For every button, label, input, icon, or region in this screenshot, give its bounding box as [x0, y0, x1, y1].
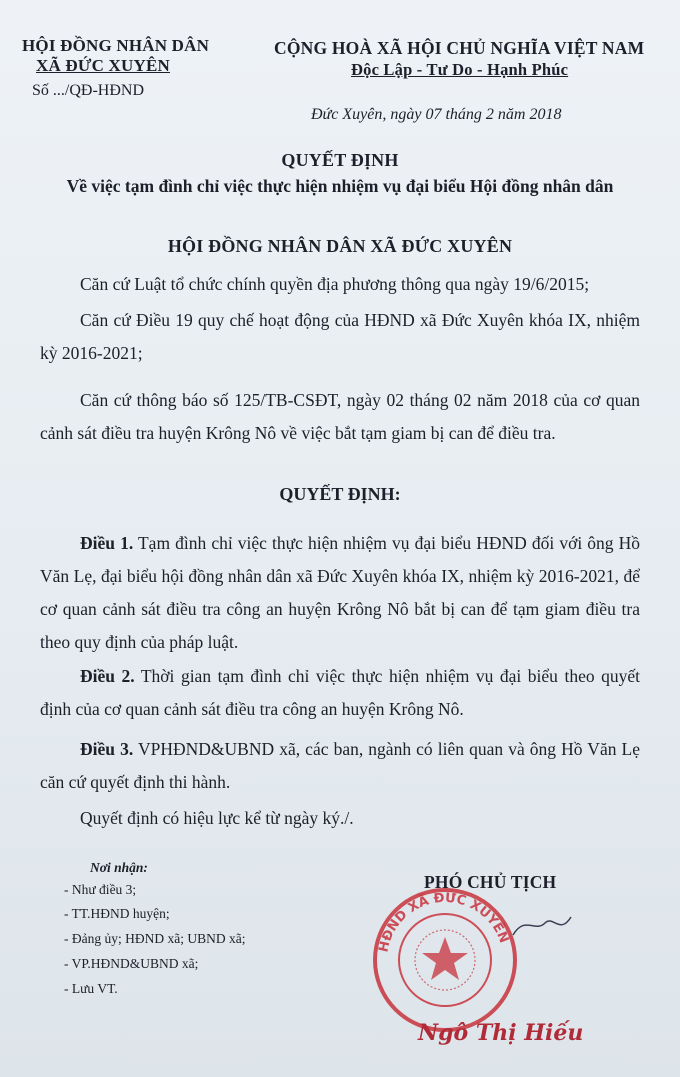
article-2-text: Thời gian tạm đình chỉ việc thực hiện nhiệm vụ đại biểu theo quyết định của cơ quan cảnh sát điều tra công an huyện Krông Nô.	[40, 666, 640, 719]
recipient-item: - Như điều 3;	[64, 882, 137, 897]
doc-number: Số .../QĐ-HĐND	[32, 82, 144, 99]
org-commune: XÃ ĐỨC XUYÊN	[36, 56, 170, 75]
signature-scribble	[505, 905, 575, 945]
article-1-text: Tạm đình chỉ việc thực hiện nhiệm vụ đại biểu HĐND đối với ông Hồ Văn Lẹ, đại biểu hội đồng nhân dân xã Đức Xuyên khóa IX, nhiệm kỳ 2016-2021, để cơ quan cảnh sát điều tra công an huyện Krông Nô bắt bị can để tạm giam điều tra theo quy định của pháp luật.	[40, 533, 641, 652]
article-2	[40, 660, 640, 726]
official-seal	[370, 885, 520, 1035]
basis-2: Căn cứ Điều 19 quy chế hoạt động của HĐND xã Đức Xuyên khóa IX, nhiệm kỳ 2016-2021;	[40, 310, 640, 363]
seal-text: HĐND XÃ ĐỨC XUYÊN	[376, 890, 512, 954]
basis-3: Căn cứ thông báo số 125/TB-CSĐT, ngày 02 tháng 02 năm 2018 của cơ quan cảnh sát điều tra huyện Krông Nô về việc bắt tạm giam bị can để điều tra.	[40, 390, 640, 443]
basis-1: Căn cứ Luật tổ chức chính quyền địa phương thông qua ngày 19/6/2015;	[80, 274, 590, 294]
country-name: CỘNG HOÀ XÃ HỘI CHỦ NGHĨA VIỆT NAM	[274, 38, 645, 58]
article-1	[40, 527, 640, 659]
document-subject: Về việc tạm đình chỉ việc thực hiện nhiệm vụ đại biểu Hội đồng nhân dân	[66, 176, 614, 196]
issuer-name: HỘI ĐỒNG NHÂN DÂN XÃ ĐỨC XUYÊN	[167, 236, 513, 256]
article-3-label: Điều 3.	[80, 739, 134, 759]
place-date: Đức Xuyên, ngày 07 tháng 2 năm 2018	[311, 106, 562, 123]
article-3-text: VPHĐND&UBND xã, các ban, ngành có liên quan và ông Hồ Văn Lẹ căn cứ quyết định thi hành.	[40, 739, 641, 792]
org-name: HỘI ĐỒNG NHÂN DÂN	[22, 36, 210, 55]
document-title: QUYẾT ĐỊNH	[281, 150, 399, 170]
recipient-item: - TT.HĐND huyện;	[64, 906, 170, 921]
article-1-label: Điều 1.	[80, 533, 134, 553]
national-motto: Độc Lập - Tư Do - Hạnh Phúc	[351, 60, 569, 79]
recipients-heading: Nơi nhận:	[90, 860, 148, 875]
recipient-item: - Lưu VT.	[64, 981, 118, 996]
effective-clause: Quyết định có hiệu lực kể từ ngày ký./.	[80, 808, 354, 828]
recipient-item: - Đảng ủy; HĐND xã; UBND xã;	[64, 931, 246, 946]
decision-heading: QUYẾT ĐỊNH:	[279, 484, 401, 504]
recipient-item: - VP.HĐND&UBND xã;	[64, 956, 199, 971]
article-2-label: Điều 2.	[80, 666, 135, 686]
signer-name: Ngô Thị Hiếu	[418, 1020, 584, 1046]
article-3	[40, 733, 640, 799]
signer-title: PHÓ CHỦ TỊCH	[424, 872, 557, 892]
